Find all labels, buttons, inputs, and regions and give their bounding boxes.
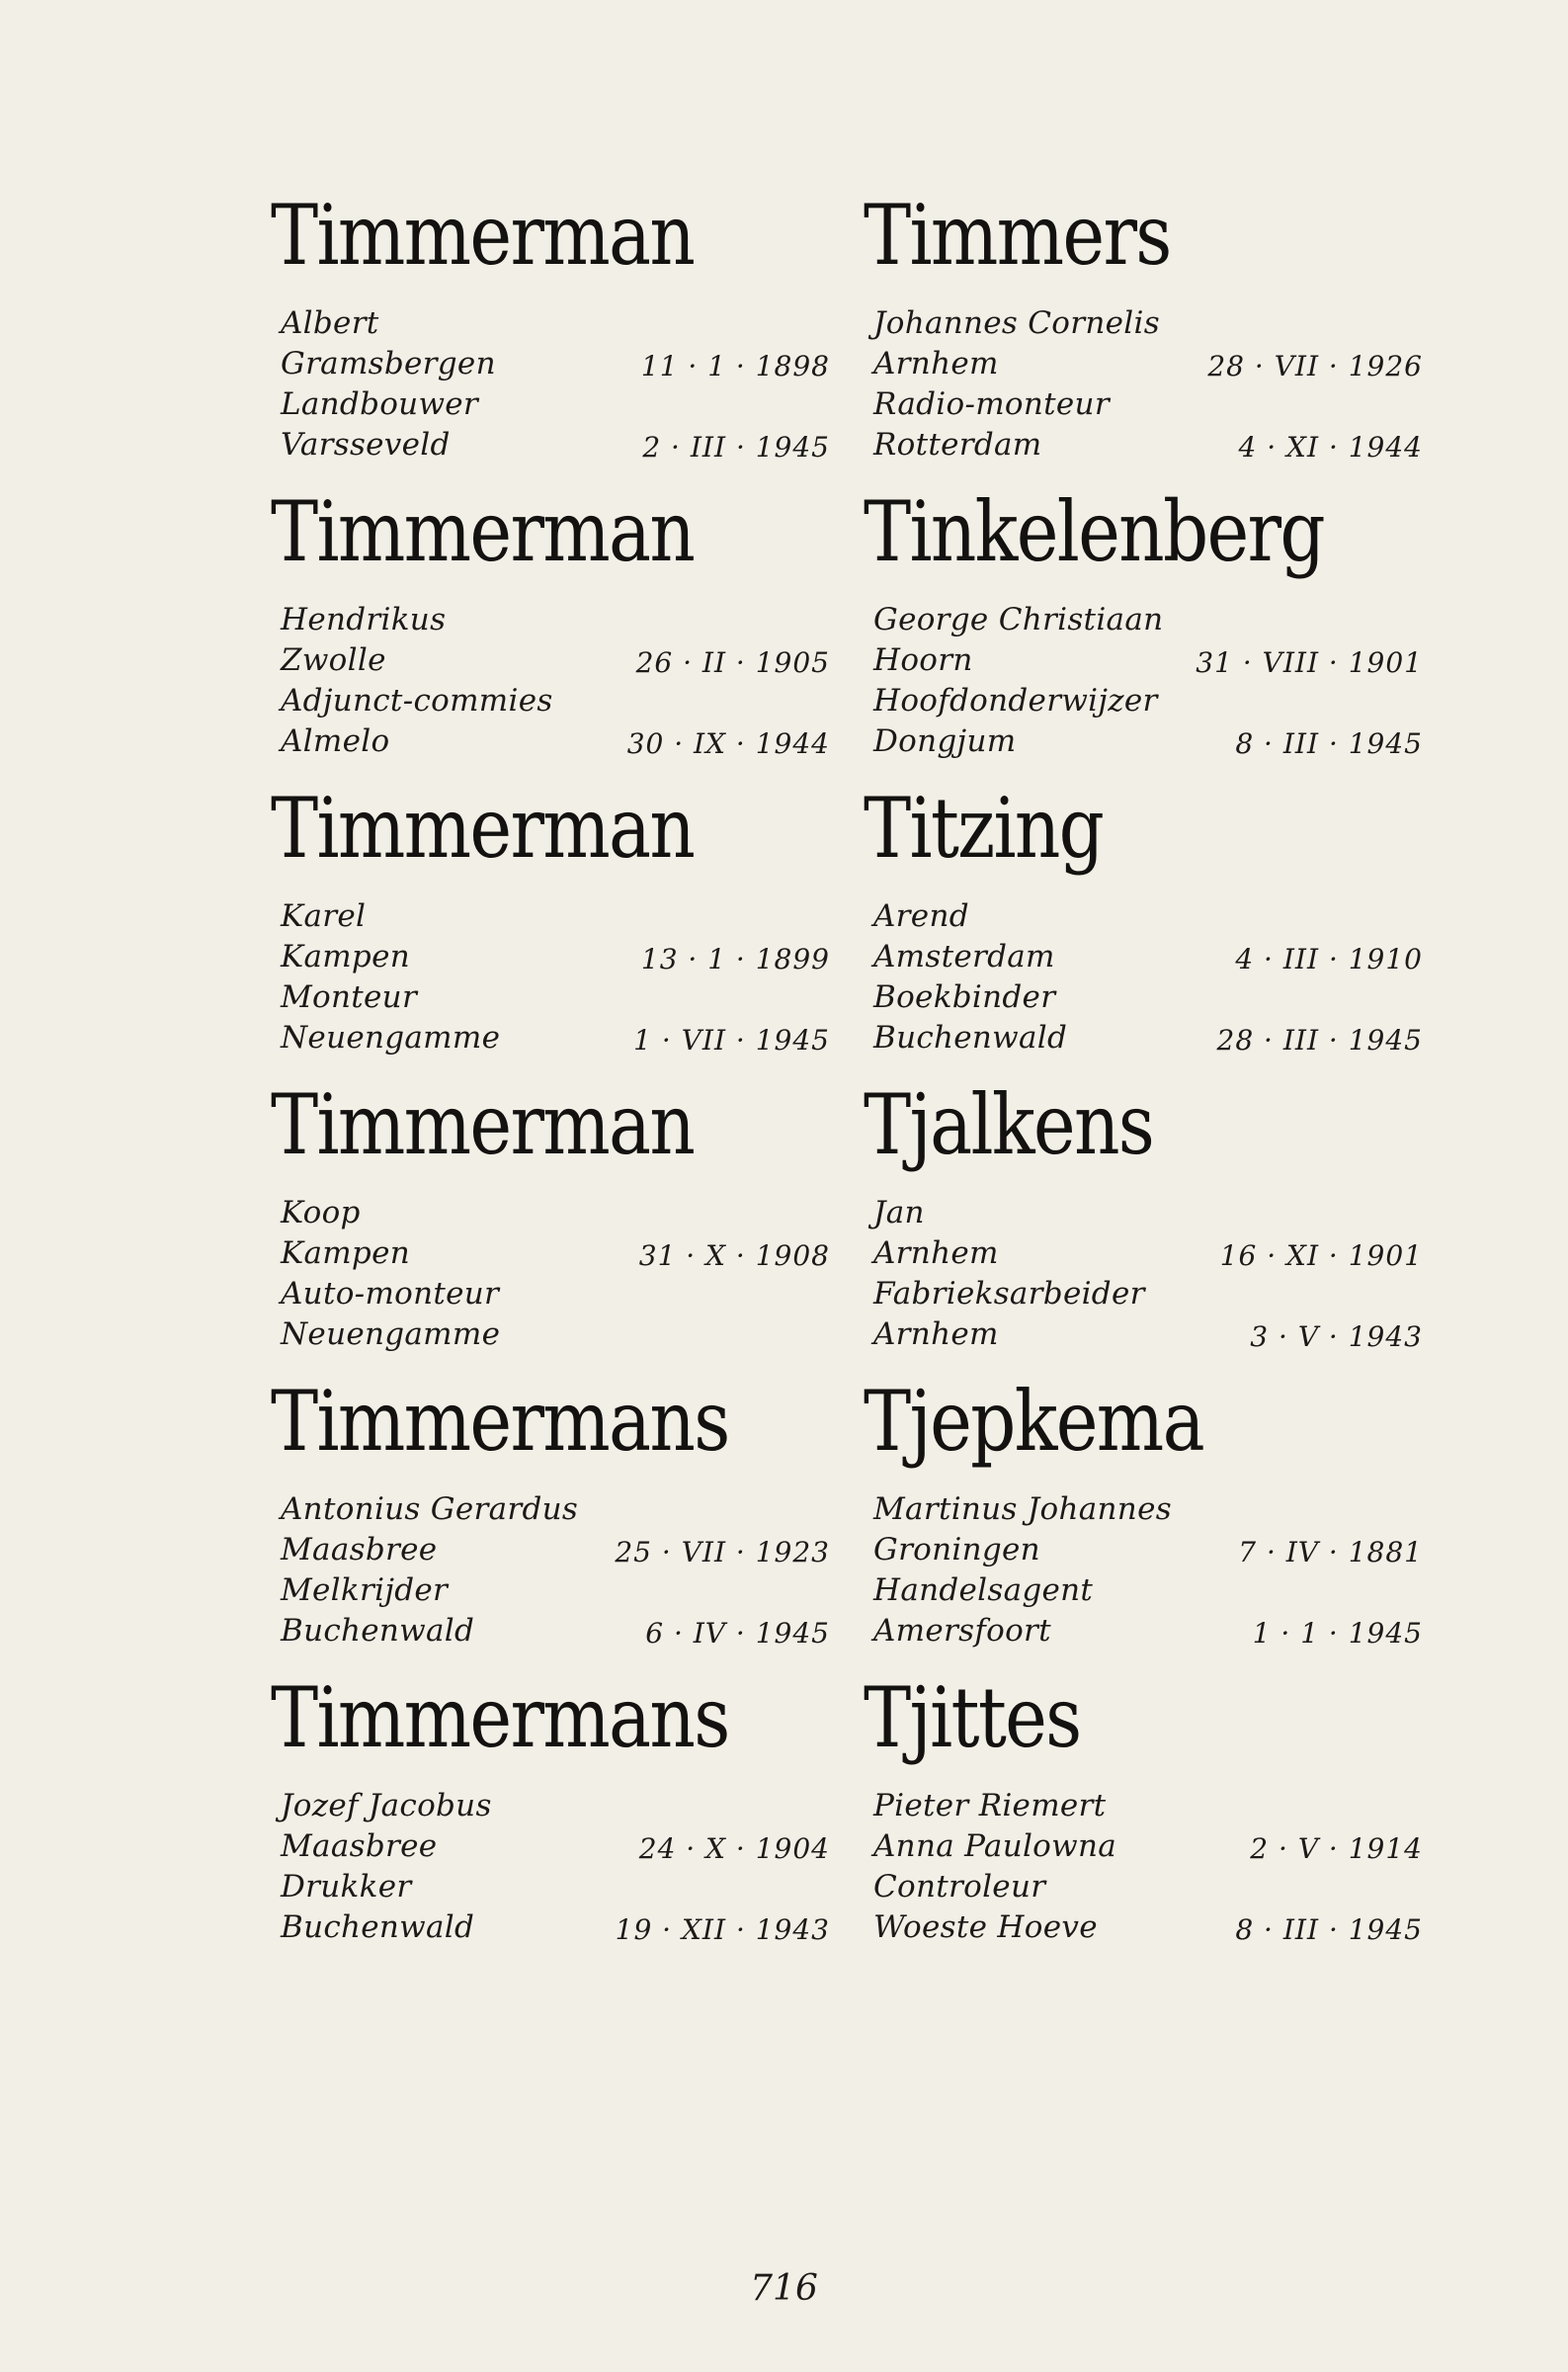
left-column [267,188,830,1967]
occupation: Auto-monteur [281,1276,500,1312]
birth-date: 7 · IV · 1881 [1238,1536,1423,1568]
occupation: Boekbinder [873,979,1056,1015]
death-place: Amersfoort [873,1613,1051,1649]
death-date: 30 · IX · 1944 [626,727,830,760]
memorial-entry [860,781,1423,1077]
memorial-entry [860,484,1423,781]
entry-details [873,896,1423,1059]
death-line [873,1611,1423,1652]
given-names-line [873,600,1423,640]
birth-date: 26 · II · 1905 [635,646,830,679]
birth-place: Anna Paulowna [873,1828,1117,1864]
given-names-line [281,1193,830,1233]
death-line [873,721,1423,762]
occupation: Landbouwer [281,386,479,422]
birth-date: 4 · III · 1910 [1235,943,1423,975]
occupation-line [281,1867,830,1907]
birth-place: Hoorn [873,642,973,678]
occupation: Handelsagent [873,1572,1094,1608]
birth-date: 31 · X · 1908 [638,1239,830,1272]
entry-details [873,1489,1423,1652]
occupation: Monteur [281,979,418,1015]
given-names-line [873,1489,1423,1530]
birth-date: 31 · VIII · 1901 [1196,646,1423,679]
birth-date: 28 · VII · 1926 [1207,350,1423,382]
death-date: 2 · III · 1945 [642,431,830,464]
memorial-entry [860,1670,1423,1967]
birth-place: Gramsbergen [281,346,496,381]
death-place: Buchenwald [873,1020,1068,1056]
page-number: 716 [750,2268,818,2309]
given-names-line [873,1193,1423,1233]
occupation-line [873,384,1423,425]
entry-details [281,600,830,762]
surname-heading: Timmers [864,187,1171,284]
birth-line [281,937,830,977]
given-names: Albert [281,305,379,341]
surname-heading: Timmermans [271,1669,729,1766]
surname-heading: Titzing [864,780,1104,877]
death-line [281,425,830,466]
given-names: Johannes Cornelis [873,305,1160,341]
death-line [281,1907,830,1948]
occupation: Fabrieksarbeider [873,1276,1145,1312]
death-line [281,721,830,762]
occupation-line [873,1867,1423,1907]
given-names: Jozef Jacobus [281,1788,492,1823]
birth-line [281,344,830,384]
entry-details [873,303,1423,466]
occupation-line [281,1274,830,1314]
birth-line [281,1530,830,1570]
surname-heading: Tjepkema [864,1373,1203,1470]
entry-details [873,1193,1423,1355]
birth-line [873,344,1423,384]
occupation-line [873,977,1423,1018]
death-date: 4 · XI · 1944 [1238,431,1423,464]
birth-line [873,1826,1423,1867]
given-names: Jan [873,1195,925,1230]
death-place: Dongjum [873,723,1017,759]
given-names: Koop [281,1195,361,1230]
death-date: 28 · III · 1945 [1216,1024,1423,1057]
death-place: Neuengamme [281,1316,501,1352]
death-date: 6 · IV · 1945 [645,1617,830,1650]
birth-place: Maasbree [281,1828,438,1864]
death-line [281,1611,830,1652]
death-place: Varsseveld [281,427,451,463]
entry-details [281,1489,830,1652]
occupation-line [281,1570,830,1611]
given-names-line [281,600,830,640]
birth-date: 13 · 1 · 1899 [640,943,830,975]
given-names: Karel [281,898,367,934]
death-line [873,1314,1423,1355]
entry-details [281,303,830,466]
right-column [860,188,1423,1967]
entry-details [281,1786,830,1948]
entry-details [281,896,830,1059]
surname-heading: Timmermans [271,1373,729,1470]
death-line [281,1314,830,1355]
memorial-entry [267,484,830,781]
surname-heading: Tjalkens [864,1076,1154,1173]
occupation: Drukker [281,1869,412,1905]
birth-line [873,937,1423,977]
surname-heading: Tjittes [864,1669,1081,1766]
given-names-line [281,1786,830,1826]
surname-heading: Tinkelenberg [864,483,1324,580]
death-place: Rotterdam [873,427,1042,463]
birth-place: Zwolle [281,642,386,678]
occupation: Controleur [873,1869,1046,1905]
occupation-line [281,681,830,721]
given-names-line [873,303,1423,344]
death-date: 3 · V · 1943 [1250,1320,1423,1353]
death-date: 8 · III · 1945 [1235,727,1423,760]
memorial-entry [267,188,830,484]
death-date: 19 · XII · 1943 [615,1913,830,1946]
birth-place: Amsterdam [873,939,1055,974]
surname-heading: Timmerman [271,483,695,580]
occupation: Adjunct-commies [281,683,553,719]
death-place: Almelo [281,723,390,759]
memorial-entry [860,1077,1423,1374]
birth-line [281,1233,830,1274]
birth-date: 11 · 1 · 1898 [640,350,830,382]
birth-date: 24 · X · 1904 [638,1832,830,1865]
given-names: Arend [873,898,969,934]
birth-line [873,1530,1423,1570]
birth-place: Groningen [873,1532,1040,1567]
birth-line [873,640,1423,681]
entry-details [873,600,1423,762]
surname-heading: Timmerman [271,1076,695,1173]
birth-date: 25 · VII · 1923 [615,1536,830,1568]
given-names: Hendrikus [281,602,447,637]
death-date: 1 · VII · 1945 [633,1024,830,1057]
birth-date: 2 · V · 1914 [1250,1832,1423,1865]
birth-place: Maasbree [281,1532,438,1567]
occupation: Melkrijder [281,1572,449,1608]
birth-line [873,1233,1423,1274]
occupation: Hoofdonderwijzer [873,683,1158,719]
memorial-entry [267,1374,830,1670]
given-names-line [873,1786,1423,1826]
memorial-entry [267,1670,830,1967]
occupation-line [281,384,830,425]
death-place: Neuengamme [281,1020,501,1056]
memorial-entry [267,1077,830,1374]
death-place: Arnhem [873,1316,999,1352]
birth-line [281,640,830,681]
given-names: Pieter Riemert [873,1788,1107,1823]
given-names-line [281,303,830,344]
memorial-entry [860,1374,1423,1670]
given-names: George Christiaan [873,602,1164,637]
death-line [873,1018,1423,1059]
given-names-line [281,1489,830,1530]
birth-place: Kampen [281,1235,410,1271]
death-line [873,425,1423,466]
memorial-entry [267,781,830,1077]
given-names: Antonius Gerardus [281,1491,579,1527]
entry-details [281,1193,830,1355]
death-place: Woeste Hoeve [873,1909,1098,1945]
occupation: Radio-monteur [873,386,1110,422]
birth-place: Arnhem [873,1235,999,1271]
occupation-line [281,977,830,1018]
death-place: Buchenwald [281,1909,475,1945]
birth-date: 16 · XI · 1901 [1219,1239,1423,1272]
given-names-line [873,896,1423,937]
death-date: 8 · III · 1945 [1235,1913,1423,1946]
memorial-entry [860,188,1423,484]
surname-heading: Timmerman [271,780,695,877]
given-names-line [281,896,830,937]
entry-details [873,1786,1423,1948]
occupation-line [873,1570,1423,1611]
death-line [281,1018,830,1059]
death-line [873,1907,1423,1948]
birth-place: Arnhem [873,346,999,381]
death-place: Buchenwald [281,1613,475,1649]
death-date: 1 · 1 · 1945 [1252,1617,1423,1650]
birth-line [281,1826,830,1867]
occupation-line [873,1274,1423,1314]
given-names: Martinus Johannes [873,1491,1172,1527]
surname-heading: Timmerman [271,187,695,284]
occupation-line [873,681,1423,721]
birth-place: Kampen [281,939,410,974]
